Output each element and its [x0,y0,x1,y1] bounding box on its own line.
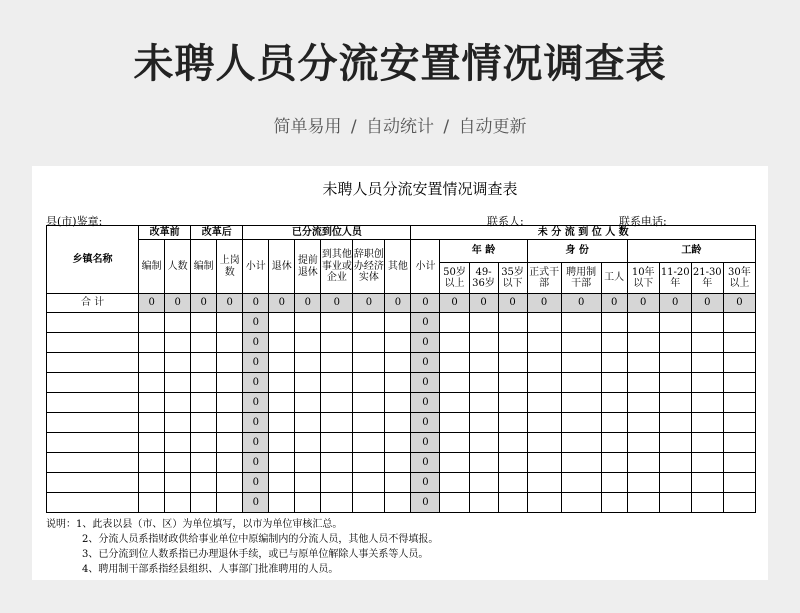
table-row [47,413,756,433]
data-cell[interactable] [527,453,561,473]
data-cell[interactable] [527,333,561,353]
data-cell[interactable] [561,353,601,373]
col-after-staff: 编制 [191,240,217,294]
township-cell[interactable] [47,333,139,353]
data-cell[interactable] [321,373,353,393]
data-cell[interactable] [498,353,527,373]
data-cell[interactable] [217,373,243,393]
seniority-header: 工龄 [627,240,755,263]
col-before-count: 人数 [165,240,191,294]
data-cell[interactable] [691,453,723,473]
total-cell[interactable]: 0 [723,294,755,313]
data-cell[interactable] [440,393,469,413]
data-cell[interactable] [723,333,755,353]
data-cell[interactable] [469,353,498,373]
note-line: 2、分流人员系指财政供给事业单位中原编制内的分流人员，其他人员不得填报。 [82,534,439,545]
data-cell[interactable] [385,493,411,513]
data-cell[interactable] [691,373,723,393]
placed-subtotal-cell[interactable]: 0 [243,493,269,513]
data-cell[interactable] [440,333,469,353]
data-cell[interactable] [217,353,243,373]
total-cell[interactable]: 0 [217,294,243,313]
col-worker: 工人 [601,263,627,294]
col-age-50: 50岁以上 [440,263,469,294]
total-cell[interactable]: 0 [411,294,440,313]
total-cell[interactable]: 0 [561,294,601,313]
col-retired: 退休 [269,240,295,294]
total-cell[interactable]: 0 [527,294,561,313]
data-cell[interactable] [165,333,191,353]
data-cell[interactable] [191,333,217,353]
data-cell[interactable] [723,373,755,393]
data-cell[interactable] [269,313,295,333]
col-before-staff: 编制 [139,240,165,294]
placed-subtotal-cell[interactable]: 0 [243,413,269,433]
data-cell[interactable] [217,473,243,493]
data-cell[interactable] [498,313,527,333]
data-cell[interactable] [353,333,385,353]
data-cell[interactable] [139,453,165,473]
table-row [47,373,756,393]
county-seal-label: 县(市)鉴章: [46,215,103,228]
data-cell[interactable] [601,433,627,453]
col-formal-cadre: 正式干部 [527,263,561,294]
data-cell[interactable] [295,473,321,493]
data-cell[interactable] [295,313,321,333]
total-cell[interactable]: 0 [295,294,321,313]
total-cell[interactable]: 0 [385,294,411,313]
data-cell[interactable] [165,353,191,373]
data-cell[interactable] [469,473,498,493]
col-sen-11-20: 11-20年 [659,263,691,294]
data-cell[interactable] [691,353,723,373]
data-cell[interactable] [527,413,561,433]
total-cell[interactable]: 0 [139,294,165,313]
data-cell[interactable] [659,413,691,433]
data-cell[interactable] [295,493,321,513]
data-cell[interactable] [139,313,165,333]
data-cell[interactable] [295,353,321,373]
data-cell[interactable] [723,453,755,473]
data-cell[interactable] [659,433,691,453]
data-cell[interactable] [561,373,601,393]
total-cell[interactable]: 0 [627,294,659,313]
data-cell[interactable] [191,453,217,473]
data-cell[interactable] [353,313,385,333]
data-cell[interactable] [527,373,561,393]
col-sen-30: 30年以上 [723,263,755,294]
sheet-title: 未聘人员分流安置情况调查表 [322,180,518,198]
data-cell[interactable] [691,493,723,513]
data-cell[interactable] [561,473,601,493]
data-cell[interactable] [659,393,691,413]
data-cell[interactable] [191,473,217,493]
data-cell[interactable] [165,493,191,513]
table-row [47,353,756,373]
table-row [47,473,756,493]
data-cell[interactable] [139,333,165,353]
data-cell[interactable] [440,373,469,393]
data-cell[interactable] [659,353,691,373]
data-cell[interactable] [527,393,561,413]
data-cell[interactable] [601,393,627,413]
identity-header: 身 份 [527,240,627,263]
data-cell[interactable] [498,393,527,413]
data-cell[interactable] [385,333,411,353]
unplaced-subtotal-cell[interactable]: 0 [411,333,440,353]
placed-subtotal-cell[interactable]: 0 [243,313,269,333]
data-cell[interactable] [691,393,723,413]
table-row [47,313,756,333]
data-cell[interactable] [353,433,385,453]
unplaced-header: 未 分 流 到 位 人 数 [411,226,756,240]
data-cell[interactable] [353,353,385,373]
data-cell[interactable] [601,493,627,513]
data-cell[interactable] [659,493,691,513]
data-cell[interactable] [385,313,411,333]
data-cell[interactable] [691,333,723,353]
township-cell[interactable] [47,473,139,493]
col-sen-10: 10年以下 [627,263,659,294]
data-cell[interactable] [527,473,561,493]
data-cell[interactable] [659,453,691,473]
notes [46,517,438,577]
township-cell[interactable] [47,393,139,413]
page-subtitle: 简单易用 / 自动统计 / 自动更新 [273,117,527,137]
total-label: 合 计 [47,294,139,313]
unplaced-subtotal-cell[interactable]: 0 [411,313,440,333]
data-cell[interactable] [723,313,755,333]
data-cell[interactable] [353,373,385,393]
data-cell[interactable] [353,473,385,493]
data-cell[interactable] [440,413,469,433]
data-cell[interactable] [139,433,165,453]
data-cell[interactable] [321,493,353,513]
spreadsheet-preview [32,166,768,580]
data-cell[interactable] [295,453,321,473]
data-cell[interactable] [139,473,165,493]
col-hired-cadre: 聘用制干部 [561,263,601,294]
data-cell[interactable] [601,453,627,473]
data-cell[interactable] [627,333,659,353]
data-cell[interactable] [627,393,659,413]
data-cell[interactable] [165,433,191,453]
data-cell[interactable] [601,313,627,333]
data-cell[interactable] [469,393,498,413]
data-cell[interactable] [498,433,527,453]
data-cell[interactable] [498,413,527,433]
data-cell[interactable] [191,353,217,373]
data-cell[interactable] [321,473,353,493]
data-cell[interactable] [691,433,723,453]
unplaced-subtotal-cell[interactable]: 0 [411,473,440,493]
data-cell[interactable] [627,373,659,393]
data-cell[interactable] [691,313,723,333]
township-header: 乡镇名称 [47,226,139,294]
data-cell[interactable] [269,353,295,373]
data-cell[interactable] [527,353,561,373]
col-resigned: 辞职创办经济实体 [353,240,385,294]
unplaced-subtotal-cell[interactable]: 0 [411,393,440,413]
col-other-units: 到其他事业或企业 [321,240,353,294]
data-cell[interactable] [165,313,191,333]
total-cell[interactable]: 0 [353,294,385,313]
phone-label: 联系电话: [619,215,667,228]
table-row [47,393,756,413]
data-cell[interactable] [601,413,627,433]
data-cell[interactable] [469,413,498,433]
data-cell[interactable] [217,313,243,333]
township-cell[interactable] [47,353,139,373]
data-cell[interactable] [385,393,411,413]
data-cell[interactable] [321,413,353,433]
data-cell[interactable] [321,333,353,353]
data-cell[interactable] [469,493,498,513]
data-cell[interactable] [723,433,755,453]
data-cell[interactable] [469,373,498,393]
table-row [47,453,756,473]
total-cell[interactable]: 0 [191,294,217,313]
page-title: 未聘人员分流安置情况调查表 [133,41,667,87]
data-cell[interactable] [691,473,723,493]
data-cell[interactable] [139,413,165,433]
total-cell[interactable]: 0 [440,294,469,313]
total-cell[interactable]: 0 [601,294,627,313]
township-cell[interactable] [47,413,139,433]
township-cell[interactable] [47,453,139,473]
data-cell[interactable] [295,413,321,433]
data-cell[interactable] [321,353,353,373]
unplaced-subtotal-cell[interactable]: 0 [411,493,440,513]
data-cell[interactable] [353,453,385,473]
data-cell[interactable] [561,433,601,453]
data-cell[interactable] [139,493,165,513]
note-line: 说明：1、此表以县（市、区）为单位填写，以市为单位审核汇总。 [46,519,343,530]
data-cell[interactable] [217,433,243,453]
data-cell[interactable] [440,493,469,513]
data-cell[interactable] [659,473,691,493]
data-cell[interactable] [561,393,601,413]
data-cell[interactable] [385,413,411,433]
data-cell[interactable] [440,433,469,453]
township-cell[interactable] [47,433,139,453]
data-cell[interactable] [723,413,755,433]
before-reform-header: 改革前 [139,226,191,240]
data-cell[interactable] [353,493,385,513]
data-cell[interactable] [561,333,601,353]
data-cell[interactable] [440,473,469,493]
data-cell[interactable] [561,493,601,513]
data-cell[interactable] [191,493,217,513]
data-cell[interactable] [353,413,385,433]
col-early-retired: 提前退休 [295,240,321,294]
data-cell[interactable] [269,373,295,393]
data-cell[interactable] [217,493,243,513]
data-cell[interactable] [627,493,659,513]
data-cell[interactable] [165,413,191,433]
col-other: 其他 [385,240,411,294]
total-cell[interactable]: 0 [243,294,269,313]
data-cell[interactable] [191,413,217,433]
table-row [47,333,756,353]
data-cell[interactable] [269,333,295,353]
data-cell[interactable] [295,393,321,413]
data-cell[interactable] [269,393,295,413]
total-row [47,294,756,313]
data-cell[interactable] [627,313,659,333]
age-header: 年 龄 [440,240,527,263]
placed-subtotal-cell[interactable]: 0 [243,473,269,493]
total-cell[interactable]: 0 [469,294,498,313]
data-cell[interactable] [321,313,353,333]
total-cell[interactable]: 0 [321,294,353,313]
data-cell[interactable] [469,453,498,473]
data-cell[interactable] [165,373,191,393]
header-row-2 [47,240,756,263]
data-cell[interactable] [627,473,659,493]
data-cell[interactable] [601,373,627,393]
header-row-1 [47,226,756,240]
col-unplaced-subtotal: 小计 [411,240,440,294]
data-cell[interactable] [723,493,755,513]
placed-subtotal-cell[interactable]: 0 [243,393,269,413]
data-cell[interactable] [723,353,755,373]
total-cell[interactable]: 0 [659,294,691,313]
data-cell[interactable] [269,413,295,433]
data-cell[interactable] [723,473,755,493]
data-cell[interactable] [217,333,243,353]
data-cell[interactable] [139,393,165,413]
data-cell[interactable] [385,373,411,393]
data-cell[interactable] [627,433,659,453]
data-cell[interactable] [139,353,165,373]
col-after-post: 上岗数 [217,240,243,294]
data-cell[interactable] [269,453,295,473]
township-cell[interactable] [47,493,139,513]
contact-label: 联系人: [487,215,524,228]
data-cell[interactable] [469,433,498,453]
data-cell[interactable] [601,353,627,373]
data-cell[interactable] [469,313,498,333]
total-cell[interactable]: 0 [691,294,723,313]
placed-subtotal-cell[interactable]: 0 [243,433,269,453]
unplaced-subtotal-cell[interactable]: 0 [411,453,440,473]
data-cell[interactable] [385,353,411,373]
unplaced-subtotal-cell[interactable]: 0 [411,373,440,393]
data-cell[interactable] [165,393,191,413]
data-cell[interactable] [217,453,243,473]
placed-subtotal-cell[interactable]: 0 [243,373,269,393]
data-cell[interactable] [659,313,691,333]
note-line: 4、聘用制干部系指经县组织、人事部门批准聘用的人员。 [82,564,339,575]
data-cell[interactable] [321,433,353,453]
data-cell[interactable] [385,433,411,453]
data-cell[interactable] [627,453,659,473]
data-cell[interactable] [440,353,469,373]
data-cell[interactable] [498,473,527,493]
data-cell[interactable] [295,433,321,453]
data-cell[interactable] [469,333,498,353]
data-cell[interactable] [561,453,601,473]
placed-subtotal-cell[interactable]: 0 [243,353,269,373]
data-cell[interactable] [498,333,527,353]
data-cell[interactable] [601,333,627,353]
placed-header: 已分流到位人员 [243,226,411,240]
data-cell[interactable] [498,453,527,473]
data-cell[interactable] [527,493,561,513]
data-cell[interactable] [659,373,691,393]
data-cell[interactable] [601,473,627,493]
table-row [47,493,756,513]
data-cell[interactable] [385,473,411,493]
data-cell[interactable] [527,313,561,333]
data-cell[interactable] [295,373,321,393]
data-cell[interactable] [723,393,755,413]
data-cell[interactable] [191,393,217,413]
total-cell[interactable]: 0 [269,294,295,313]
township-cell[interactable] [47,313,139,333]
survey-table [46,225,756,513]
data-cell[interactable] [269,433,295,453]
col-placed-subtotal: 小计 [243,240,269,294]
unplaced-subtotal-cell[interactable]: 0 [411,413,440,433]
data-cell[interactable] [385,453,411,473]
data-cell[interactable] [295,333,321,353]
data-cell[interactable] [269,473,295,493]
data-cell[interactable] [691,413,723,433]
data-cell[interactable] [498,493,527,513]
data-cell[interactable] [217,393,243,413]
data-cell[interactable] [659,333,691,353]
data-cell[interactable] [165,473,191,493]
note-line: 3、已分流到位人数系指已办理退休手续，或已与原单位解除人事关系等人员。 [82,549,429,560]
data-cell[interactable] [627,353,659,373]
data-cell[interactable] [498,373,527,393]
township-cell[interactable] [47,373,139,393]
data-cell[interactable] [191,373,217,393]
total-cell[interactable]: 0 [165,294,191,313]
total-cell[interactable]: 0 [498,294,527,313]
data-cell[interactable] [561,313,601,333]
data-cell[interactable] [561,413,601,433]
data-cell[interactable] [217,413,243,433]
data-cell[interactable] [321,393,353,413]
data-cell[interactable] [627,413,659,433]
after-reform-header: 改革后 [191,226,243,240]
data-cell[interactable] [440,453,469,473]
data-cell[interactable] [165,453,191,473]
unplaced-subtotal-cell[interactable]: 0 [411,353,440,373]
data-cell[interactable] [139,373,165,393]
data-cell[interactable] [269,493,295,513]
col-age-49-36: 49-36岁 [469,263,498,294]
table-row [47,433,756,453]
col-sen-21-30: 21-30年 [691,263,723,294]
data-cell[interactable] [440,313,469,333]
data-cell[interactable] [191,433,217,453]
data-cell[interactable] [527,433,561,453]
unplaced-subtotal-cell[interactable]: 0 [411,433,440,453]
data-cell[interactable] [353,393,385,413]
placed-subtotal-cell[interactable]: 0 [243,333,269,353]
data-cell[interactable] [191,313,217,333]
data-cell[interactable] [321,453,353,473]
col-age-35: 35岁以下 [498,263,527,294]
placed-subtotal-cell[interactable]: 0 [243,453,269,473]
